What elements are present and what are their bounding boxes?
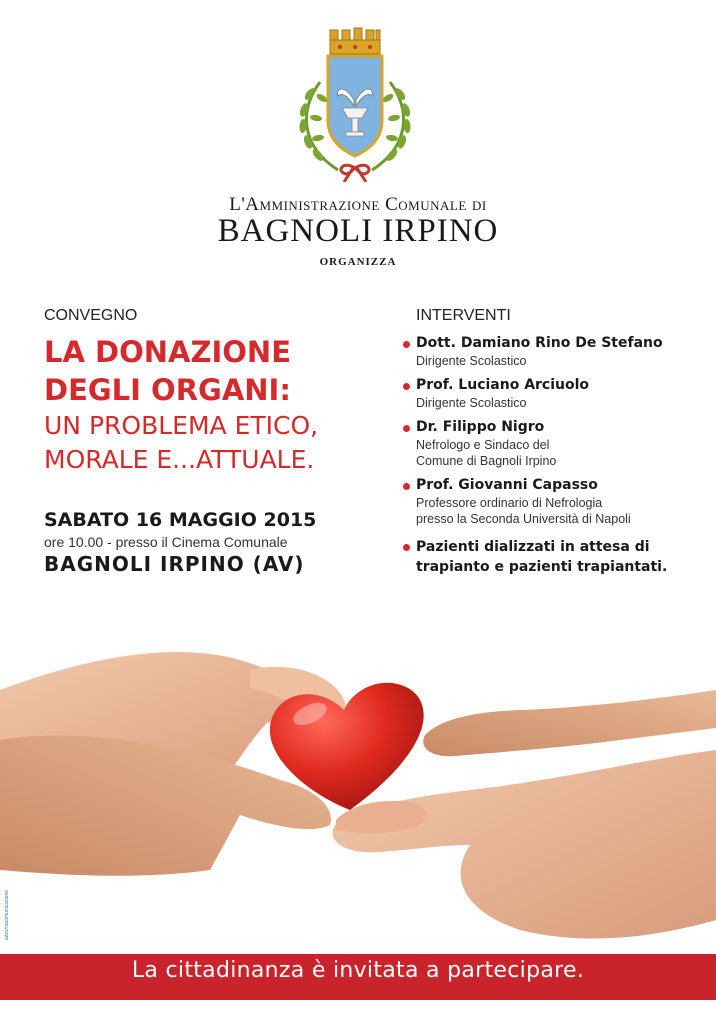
event-title-line: DEGLI ORGANI: xyxy=(44,373,291,407)
speaker-item xyxy=(400,476,700,527)
agency-credit-text: azzurracomunicazione xyxy=(4,889,10,940)
speaker-item xyxy=(400,376,700,411)
coat-of-arms-icon xyxy=(280,22,430,182)
speakers-panel xyxy=(400,307,700,584)
footer-invitation: La cittadinanza è invitata a partecipare. xyxy=(131,958,585,983)
event-subtitle-line: UN PROBLEMA ETICO, xyxy=(44,411,319,440)
speaker-name: Dott. Damiano Rino De Stefano xyxy=(416,335,663,351)
speakers-heading: INTERVENTI xyxy=(416,307,511,324)
speaker-role: Dirigente Scolastico xyxy=(416,396,527,410)
event-date: SABATO 16 MAGGIO 2015 xyxy=(44,509,317,531)
organizes-label: ORGANIZZA xyxy=(319,256,397,268)
event-subtitle-line: MORALE E...ATTUALE. xyxy=(44,445,315,474)
event-place: BAGNOLI IRPINO (AV) xyxy=(44,552,305,576)
speaker-name: Prof. Luciano Arciuolo xyxy=(416,377,590,393)
patients-text xyxy=(416,537,700,577)
hands-holding-heart-image xyxy=(0,630,716,960)
patients-text-line: trapianto e pazienti trapiantati. xyxy=(416,559,668,575)
agency-credit xyxy=(1,870,11,940)
speaker-role: Nefrologo e Sindaco del xyxy=(416,438,550,452)
event-details xyxy=(44,307,374,576)
speaker-item xyxy=(400,334,700,369)
speaker-role: Dirigente Scolastico xyxy=(416,354,527,368)
event-time-venue: ore 10.00 - presso il Cinema Comunale xyxy=(44,534,288,550)
bullet-dot-icon xyxy=(403,544,410,551)
speaker-role: Comune di Bagnoli Irpino xyxy=(416,454,557,468)
patients-item xyxy=(400,537,700,577)
patients-text-line: Pazienti dializzati in attesa di xyxy=(416,539,650,555)
speaker-name: Prof. Giovanni Capasso xyxy=(416,477,598,493)
speaker-role: Professore ordinario di Nefrologia xyxy=(416,496,603,510)
bullet-dot-icon xyxy=(403,483,410,490)
speaker-name: Dr. Filippo Nigro xyxy=(416,419,545,435)
speaker-item xyxy=(400,418,700,469)
bullet-dot-icon xyxy=(403,383,410,390)
event-title-line: LA DONAZIONE xyxy=(44,335,292,369)
bullet-dot-icon xyxy=(403,341,410,348)
organizer-line: L'Amministrazione Comunale di xyxy=(229,194,487,215)
town-name: BAGNOLI IRPINO xyxy=(217,213,499,249)
bullet-dot-icon xyxy=(403,425,410,432)
event-kicker: CONVEGNO xyxy=(44,307,138,324)
speaker-role: presso la Seconda Università di Napoli xyxy=(416,512,631,526)
